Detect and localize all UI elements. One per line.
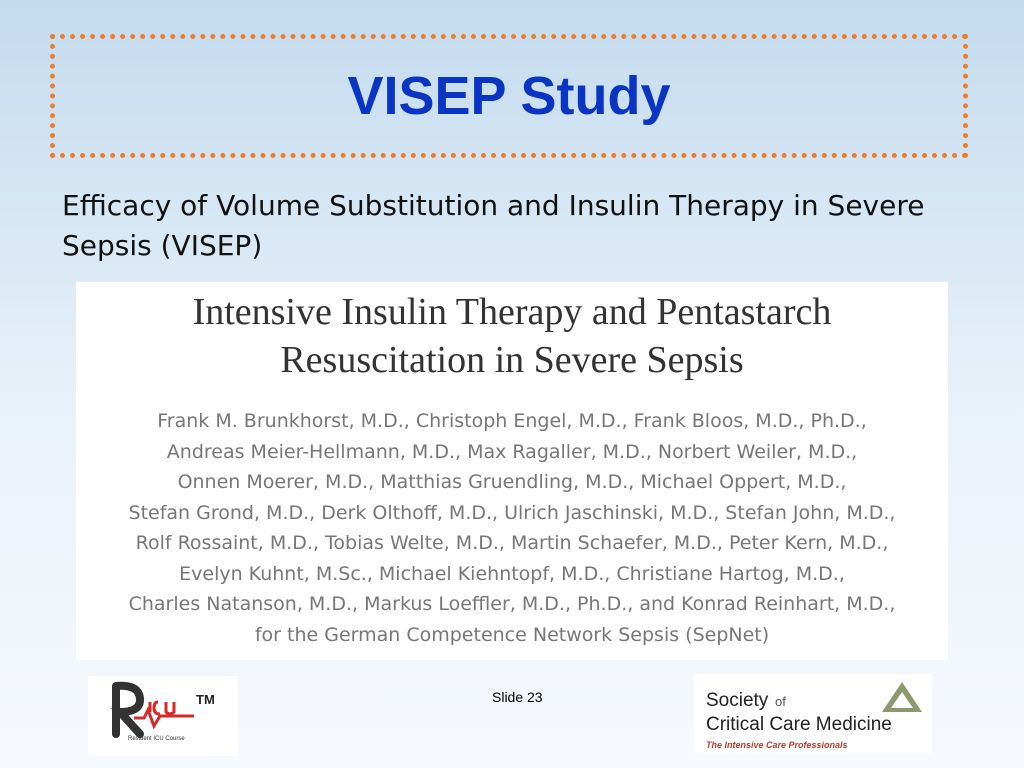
author-line: Rolf Rossaint, M.D., Tobias Welte, M.D., Martin Schaefer, M.D., Peter Kern, M.D., (135, 532, 889, 554)
author-line: for the German Competence Network Sepsis (SepNet) (254, 623, 770, 646)
sccm-triangle-logo (880, 680, 924, 714)
paper-image (76, 282, 948, 660)
ricu-logo (110, 680, 200, 740)
author-line: Charles Natanson, M.D., Markus Loeffler, M.D., Ph.D., and Konrad Reinhart, M.D., (128, 593, 896, 615)
title-box (50, 34, 968, 158)
paper-title-line: Resuscitation in Severe Sepsis (280, 339, 744, 381)
author-line: Evelyn Kuhnt, M.Sc., Michael Kiehntopf, M.D., Christiane Hartog, M.D., (179, 562, 845, 585)
sccm-society-text: Society (706, 690, 769, 711)
author-line: Onnen Moerer, M.D., Matthias Gruendling, M.D., Michael Oppert, M.D., (177, 471, 847, 493)
slide-subtitle: Efficacy of Volume Substitution and Insulin Therapy in Severe Sepsis (VISEP) (62, 189, 925, 262)
author-line: Andreas Meier-Hellmann, M.D., Max Ragaller, M.D., Norbert Weiler, M.D., (166, 440, 858, 463)
slide-title: VISEP Study (347, 66, 671, 126)
sccm-tagline: The Intensive Care Professionals (706, 740, 848, 750)
ricu-caption: Resident ICU Course (128, 736, 185, 742)
ricu-trademark: TM (196, 692, 215, 707)
paper-title-line: Intensive Insulin Therapy and Pentastarch (192, 291, 832, 333)
sccm-name-text: Critical Care Medicine (706, 714, 892, 735)
sccm-of-text: of (775, 694, 786, 709)
slide-number: Slide 23 (492, 689, 543, 705)
paper-authors (82, 406, 942, 650)
author-line: Frank M. Brunkhorst, M.D., Christoph Engel, M.D., Frank Bloos, M.D., Ph.D., (157, 410, 867, 432)
paper-title (82, 288, 942, 384)
author-line: Stefan Grond, M.D., Derk Olthoff, M.D., Ulrich Jaschinski, M.D., Stefan John, M.D., (128, 501, 896, 524)
